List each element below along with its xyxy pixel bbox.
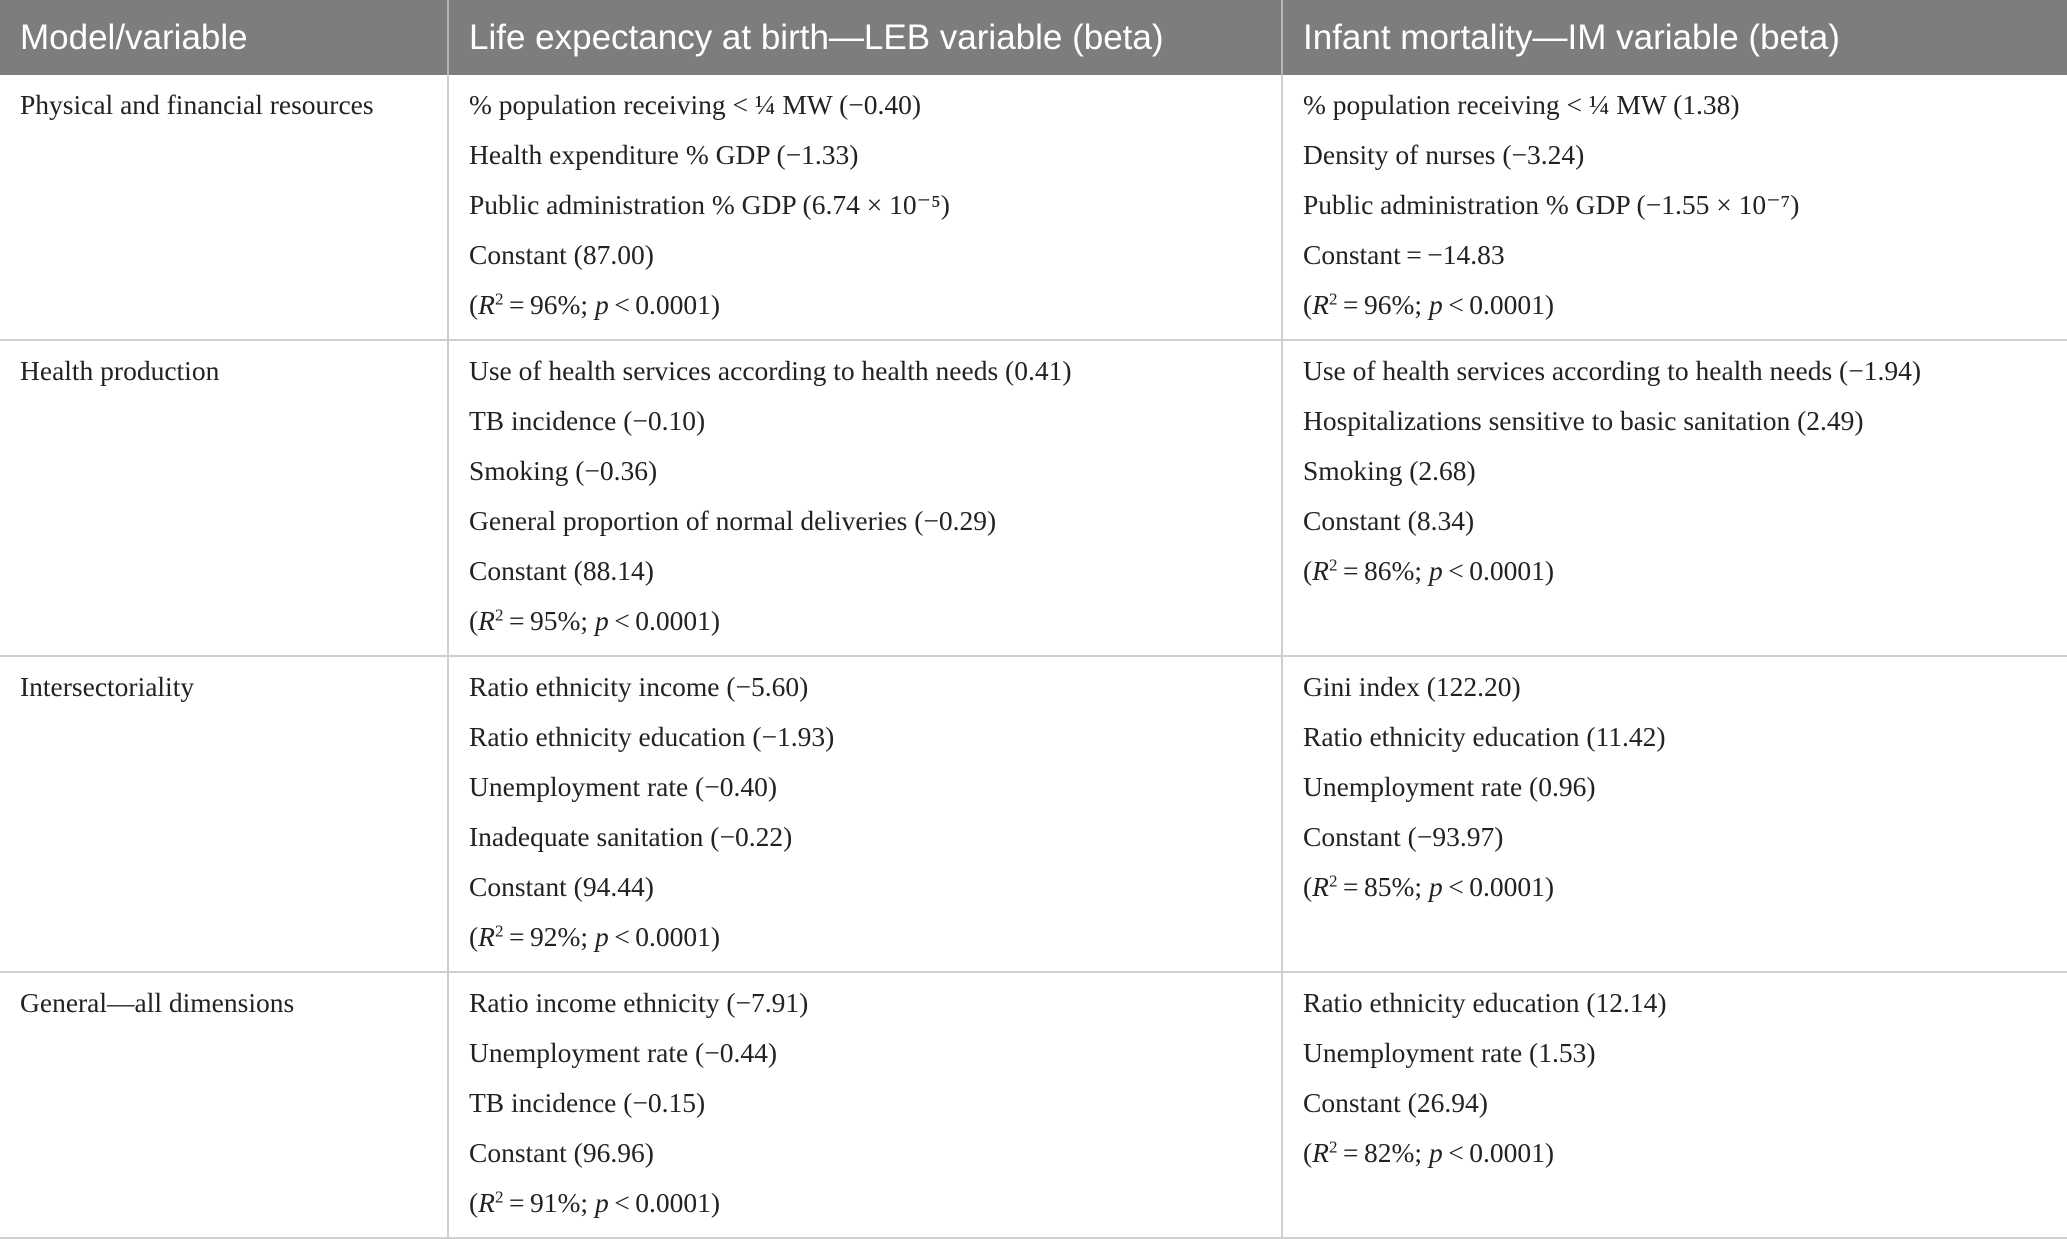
im-item: Smoking (2.68)	[1303, 455, 1476, 486]
im-fit-stats: ($R^2 = 96\%$; p < 0.0001)	[1303, 289, 1555, 320]
leb-item: Ratio income ethnicity (−7.91)	[469, 987, 809, 1018]
im-fit-stats: ($R^2 = 85\%$; p < 0.0001)	[1303, 871, 1555, 902]
im-item: Ratio ethnicity education (12.14)	[1303, 987, 1667, 1018]
leb-fit-stats: ($R^2 = 92\%$; p < 0.0001)	[469, 921, 721, 952]
leb-item: Constant (87.00)	[469, 239, 654, 270]
leb-cell	[448, 75, 1282, 340]
leb-fit-stats: ($R^2 = 96\%$; p < 0.0001)	[469, 289, 721, 320]
header-model-variable: Model/variable	[0, 0, 448, 75]
leb-item: TB incidence (−0.15)	[469, 1087, 706, 1118]
leb-item: % population receiving < ¼ MW (−0.40)	[469, 89, 922, 120]
leb-cell	[448, 972, 1282, 1238]
model-cell	[0, 75, 448, 340]
model-label: Health production	[20, 355, 220, 386]
header-im: Infant mortality—IM variable (beta)	[1282, 0, 2067, 75]
table-header	[0, 0, 2067, 75]
im-fit-stats: ($R^2 = 82\%$; p < 0.0001)	[1303, 1137, 1555, 1168]
leb-item: Inadequate sanitation (−0.22)	[469, 821, 793, 852]
im-cell	[1282, 75, 2067, 340]
table-row	[0, 75, 2067, 340]
im-cell	[1282, 972, 2067, 1238]
header-leb: Life expectancy at birth—LEB variable (beta)	[448, 0, 1282, 75]
model-label: General—all dimensions	[20, 987, 295, 1018]
im-item: Constant (26.94)	[1303, 1087, 1488, 1118]
leb-item: Smoking (−0.36)	[469, 455, 658, 486]
im-item: % population receiving < ¼ MW (1.38)	[1303, 89, 1740, 120]
header-row	[0, 0, 2067, 75]
im-item: Constant = −14.83	[1303, 239, 1505, 270]
model-label: Physical and financial resources	[20, 89, 374, 120]
table-row	[0, 340, 2067, 656]
im-fit-stats: ($R^2 = 86\%$; p < 0.0001)	[1303, 555, 1555, 586]
model-cell	[0, 340, 448, 656]
im-cell	[1282, 340, 2067, 656]
im-item: Hospitalizations sensitive to basic sanitation (2.49)	[1303, 405, 1864, 436]
leb-item: Unemployment rate (−0.40)	[469, 771, 777, 802]
model-label: Intersectoriality	[20, 671, 195, 702]
leb-item: Constant (94.44)	[469, 871, 654, 902]
leb-item: Constant (96.96)	[469, 1137, 654, 1168]
im-item: Constant (−93.97)	[1303, 821, 1504, 852]
im-item: Constant (8.34)	[1303, 505, 1475, 536]
leb-item: Constant (88.14)	[469, 555, 654, 586]
im-item: Gini index (122.20)	[1303, 671, 1521, 702]
leb-item: General proportion of normal deliveries (−0.29)	[469, 505, 997, 536]
leb-item: Unemployment rate (−0.44)	[469, 1037, 777, 1068]
leb-item: TB incidence (−0.10)	[469, 405, 706, 436]
leb-item: Ratio ethnicity income (−5.60)	[469, 671, 809, 702]
im-item: Density of nurses (−3.24)	[1303, 139, 1585, 170]
leb-item: Ratio ethnicity education (−1.93)	[469, 721, 835, 752]
leb-fit-stats: ($R^2 = 91\%$; p < 0.0001)	[469, 1187, 721, 1218]
im-item: Use of health services according to health needs (−1.94)	[1303, 355, 1921, 386]
leb-item: Public administration % GDP (6.74 × 10⁻⁵)	[469, 189, 950, 220]
leb-item: Use of health services according to health needs (0.41)	[469, 355, 1072, 386]
model-cell	[0, 656, 448, 972]
im-item: Unemployment rate (0.96)	[1303, 771, 1596, 802]
leb-fit-stats: ($R^2 = 95\%$; p < 0.0001)	[469, 605, 721, 636]
im-item: Public administration % GDP (−1.55 × 10⁻⁷)	[1303, 189, 1800, 220]
leb-cell	[448, 340, 1282, 656]
leb-item: Health expenditure % GDP (−1.33)	[469, 139, 859, 170]
table-row	[0, 656, 2067, 972]
model-cell	[0, 972, 448, 1238]
im-item: Unemployment rate (1.53)	[1303, 1037, 1596, 1068]
leb-cell	[448, 656, 1282, 972]
im-item: Ratio ethnicity education (11.42)	[1303, 721, 1666, 752]
im-cell	[1282, 656, 2067, 972]
table-row	[0, 972, 2067, 1238]
